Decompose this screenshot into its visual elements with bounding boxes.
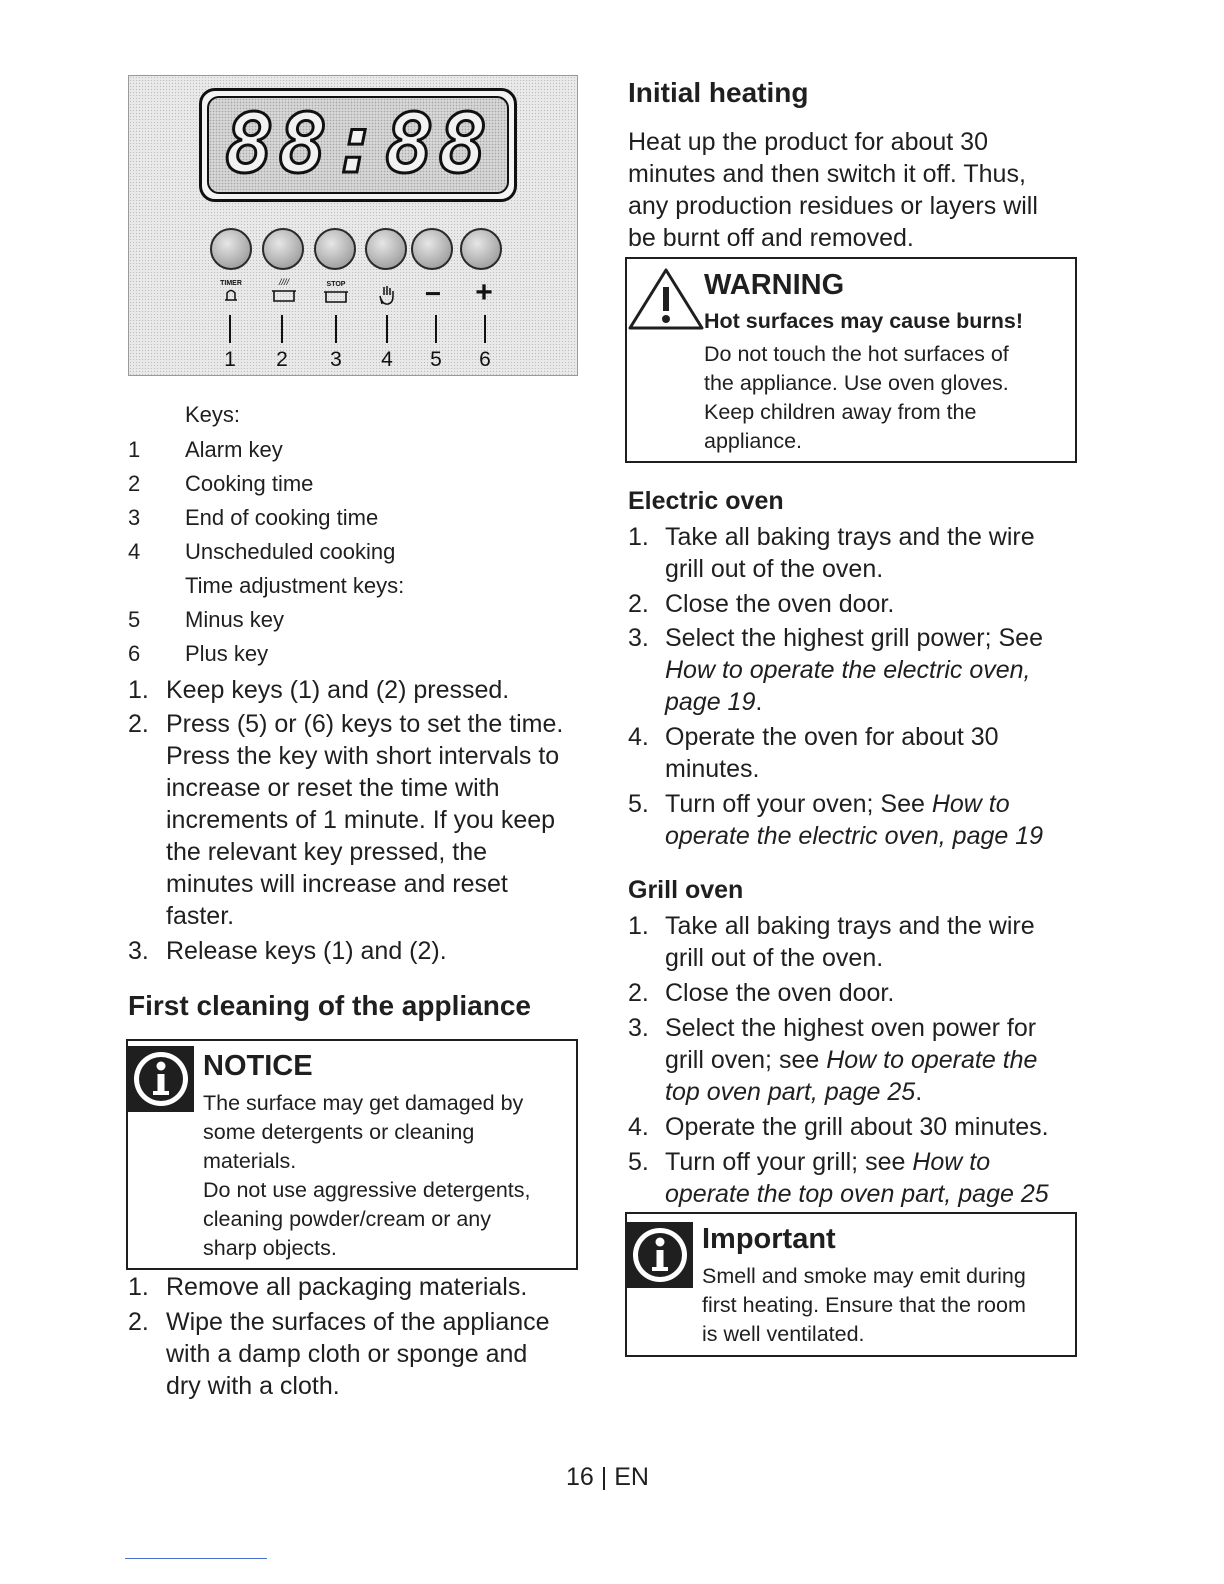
tick-4 [386,315,388,343]
warning-title: WARNING [704,269,845,301]
pot-stop-icon [322,288,350,304]
step-number: 1. [628,523,649,551]
step-text: Press the key with short intervals to [166,742,560,770]
cross-reference: How to operate the electric oven, [665,656,1031,684]
section-title-first-cleaning: First cleaning of the appliance [128,990,531,1021]
warning-triangle-icon [627,267,705,331]
step-text: with a damp cloth or sponge and [166,1340,528,1368]
paragraph-line: Heat up the product for about 30 [628,128,988,156]
cross-reference-page: page 19 [665,688,756,716]
cross-reference: operate the electric oven, page 19 [665,822,1044,850]
page-number: 16 [566,1463,594,1491]
step-text-part: Turn off your oven; See [665,790,932,818]
end-time-symbol [316,281,356,307]
step-text [665,788,1010,820]
manual-symbol [366,283,406,310]
step-text [665,1076,922,1108]
tick-2 [281,315,283,343]
step-number: 4. [628,723,649,751]
step-text: Press (5) or (6) keys to set the time. [166,710,564,738]
tick-5 [435,315,437,343]
step-number: 3. [628,624,649,652]
step-number: 4. [628,1113,649,1141]
step-text [665,1044,1037,1076]
step-text: Take all baking trays and the wire [665,523,1035,551]
warning-line: the appliance. Use oven gloves. [704,371,1009,395]
display-digits: 88:88 [224,97,492,192]
important-box [625,1212,1077,1357]
figure-number: 5 [430,348,442,371]
scan-edge-line [125,1558,267,1559]
warning-line: Do not touch the hot surfaces of [704,342,1009,366]
key-label: Alarm key [185,437,283,462]
keys-heading: Keys: [185,402,241,427]
tick-3 [335,315,337,343]
step-text [665,1146,990,1178]
notice-line: Do not use aggressive detergents, [203,1178,531,1202]
step-text [665,686,762,718]
period: . [755,688,763,716]
step-text: Release keys (1) and (2). [166,937,447,965]
step-number: 5. [628,790,649,818]
key-number: 3 [128,505,141,530]
knob-5 [411,228,453,270]
important-title: Important [702,1223,836,1255]
figure-number: 2 [276,348,288,371]
step-number: 3. [628,1014,649,1042]
tick-1 [229,315,231,343]
notice-line: some detergents or cleaning [203,1120,475,1144]
notice-line: materials. [203,1149,297,1173]
notice-title: NOTICE [203,1050,313,1082]
plus-icon: + [475,276,493,309]
notice-box [126,1039,578,1270]
step-number: 1. [128,676,149,704]
key-number: 4 [128,539,141,564]
important-line: Smell and smoke may emit during [702,1264,1026,1288]
key-number: 1 [128,437,141,462]
step-text: faster. [166,902,235,930]
stop-label: STOP [326,281,346,288]
timer-symbol [211,280,251,306]
step-text: grill out of the oven. [665,555,884,583]
figure-number: 4 [381,348,393,371]
step-number: 2. [628,590,649,618]
section-title-initial-heating: Initial heating [628,77,809,108]
control-panel-figure [128,75,578,376]
timer-label: TIMER [220,280,242,287]
section-title-grill-oven: Grill oven [628,876,744,904]
step-text: Keep keys (1) and (2) pressed. [166,676,510,704]
steam-label: //// [278,277,289,287]
step-number: 5. [628,1148,649,1176]
key-label: Cooking time [185,471,314,496]
pot-icon [270,287,298,303]
step-text: Select the highest grill power; See [665,624,1043,652]
step-text: minutes. [665,755,760,783]
notice-line: cleaning powder/cream or any [203,1207,492,1231]
section-title-electric-oven: Electric oven [628,487,784,515]
step-text: increase or reset the time with [166,774,500,802]
key-label: End of cooking time [185,505,379,530]
key-label: Unscheduled cooking [185,539,396,564]
step-text: grill out of the oven. [665,944,884,972]
step-text: the relevant key pressed, the [166,838,488,866]
info-icon [627,1222,693,1288]
step-text: Wipe the surfaces of the appliance [166,1308,550,1336]
step-text: Take all baking trays and the wire [665,912,1035,940]
paragraph-line: minutes and then switch it off. Thus, [628,160,1026,188]
time-keys-heading: Time adjustment keys: [185,573,405,598]
lcd-display-frame [199,88,517,202]
lcd-display [207,96,509,194]
paragraph-line: be burnt off and removed. [628,224,914,252]
key-label: Plus key [185,641,269,666]
warning-subtitle: Hot surfaces may cause burns! [704,309,1024,333]
cross-reference: How to operate the [826,1046,1038,1074]
step-number: 1. [128,1273,149,1301]
language-code: EN [614,1463,649,1491]
warning-line: appliance. [704,429,803,453]
step-number: 2. [128,710,149,738]
knob-6 [460,228,502,270]
footer-separator: | [600,1463,608,1491]
cross-reference: How to [931,790,1010,818]
step-text-part: grill oven; see [665,1046,827,1074]
step-number: 2. [128,1308,149,1336]
important-line: is well ventilated. [702,1322,865,1346]
tick-6 [484,315,486,343]
paragraph-line: any production residues or layers will [628,192,1038,220]
page-footer [566,1463,649,1492]
key-label: Minus key [185,607,285,632]
bell-icon [224,287,238,303]
figure-number: 6 [479,348,491,371]
step-number: 3. [128,937,149,965]
knob-1 [210,228,252,270]
knob-3 [314,228,356,270]
step-number: 1. [628,912,649,940]
key-number: 5 [128,607,141,632]
figure-number: 1 [224,348,236,371]
step-text: Operate the grill about 30 minutes. [665,1113,1049,1141]
key-number: 2 [128,471,141,496]
key-number: 6 [128,641,141,666]
knob-4 [365,228,407,270]
period: . [915,1078,923,1106]
cross-reference: How to [912,1148,991,1176]
step-text: Remove all packaging materials. [166,1273,528,1301]
cooking-time-symbol [264,278,304,306]
step-text: Close the oven door. [665,979,895,1007]
cross-reference: operate the top oven part, page 25 [665,1180,1049,1208]
info-icon [128,1046,194,1112]
cross-reference: top oven part, page 25 [665,1078,916,1106]
step-text: increments of 1 minute. If you keep [166,806,556,834]
step-text: Close the oven door. [665,590,895,618]
knob-2 [262,228,304,270]
step-text: Select the highest oven power for [665,1014,1037,1042]
step-text: Operate the oven for about 30 [665,723,999,751]
minus-icon: − [424,278,442,309]
warning-line: Keep children away from the [704,400,977,424]
important-line: first heating. Ensure that the room [702,1293,1026,1317]
step-text: dry with a cloth. [166,1372,340,1400]
notice-line: sharp objects. [203,1236,337,1260]
step-text-part: Turn off your grill; see [665,1148,913,1176]
hand-icon [374,283,398,307]
figure-number: 3 [330,348,342,371]
warning-box [625,257,1077,463]
step-number: 2. [628,979,649,1007]
notice-line: The surface may get damaged by [203,1091,524,1115]
step-text: minutes will increase and reset [166,870,508,898]
